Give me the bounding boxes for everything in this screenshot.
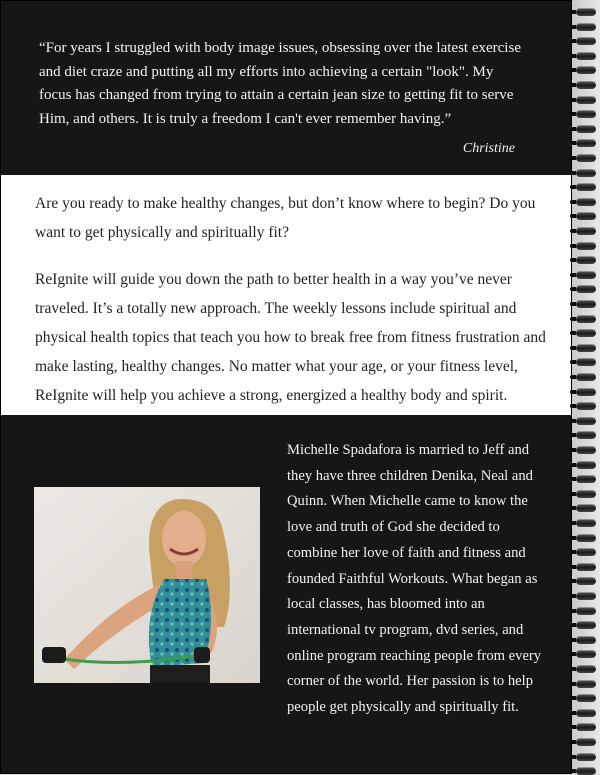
binding-coil bbox=[576, 23, 596, 31]
author-bio-text bbox=[287, 438, 567, 721]
text-line: ReIgnite will help you achieve a strong, energized a healthy body and spirit. bbox=[35, 387, 508, 404]
bio-line: founded Faithful Workouts. What began as bbox=[287, 570, 538, 587]
bio-line: they have three children Denika, Neal and bbox=[287, 467, 533, 484]
bio-line: people get physically and spiritually fit. bbox=[287, 699, 519, 716]
text-line: physical health topics that teach you how to break free from fitness frustration and bbox=[35, 329, 546, 346]
quote-line: “For years I struggled with body image issues, obsessing over the latest exercise bbox=[39, 40, 521, 56]
testimonial-quote bbox=[39, 37, 551, 131]
binding-coil bbox=[576, 271, 596, 279]
testimonial-section bbox=[1, 1, 571, 175]
binding-coil bbox=[576, 285, 596, 293]
binding-coil bbox=[576, 431, 596, 439]
binding-coil bbox=[576, 753, 596, 761]
binding-coil bbox=[576, 636, 596, 644]
author-bio-section bbox=[1, 415, 571, 775]
binding-coil bbox=[576, 534, 596, 542]
binding-coil bbox=[576, 198, 596, 206]
binding-coil bbox=[576, 242, 596, 250]
binding-coil bbox=[576, 475, 596, 483]
spiral-binding-coil-icon bbox=[572, 0, 600, 774]
bio-line: love and truth of God she decided to bbox=[287, 519, 500, 536]
binding-coil bbox=[576, 607, 596, 615]
intro-paragraph-question bbox=[35, 189, 555, 247]
binding-coil bbox=[576, 680, 596, 688]
binding-coil bbox=[576, 66, 596, 74]
binding-coil bbox=[576, 37, 596, 45]
binding-coil bbox=[576, 592, 596, 600]
text-line: want to get physically and spiritually fit? bbox=[35, 224, 289, 241]
binding-coil bbox=[576, 300, 596, 308]
binding-coil bbox=[576, 504, 596, 512]
binding-coil bbox=[576, 665, 596, 673]
intro-section bbox=[1, 175, 571, 415]
quote-line: focus has changed from trying to attain a certain jean size to getting fit to serve bbox=[39, 87, 514, 103]
text-line: Are you ready to make healthy changes, but don’t know where to begin? Do you bbox=[35, 195, 536, 212]
bio-line: Quinn. When Michelle came to know the bbox=[287, 493, 528, 510]
bio-line: local classes, has bloomed into an bbox=[287, 596, 485, 613]
author-photo bbox=[34, 487, 260, 683]
bio-line: Michelle Spadafora is married to Jeff and bbox=[287, 442, 530, 458]
binding-coil bbox=[576, 446, 596, 454]
quote-line: and diet craze and putting all my efforts into achieving a certain "look". My bbox=[39, 63, 494, 80]
quote-line: Him, and others. It is truly a freedom I can't ever remember having.” bbox=[39, 110, 452, 127]
binding-coil bbox=[576, 227, 596, 235]
text-line: make lasting, healthy changes. No matter what your age, or your fitness level, bbox=[35, 358, 518, 375]
binding-coil bbox=[576, 650, 596, 658]
binding-coil bbox=[576, 490, 596, 498]
binding-coil bbox=[576, 548, 596, 556]
binding-coil bbox=[576, 344, 596, 352]
testimonial-author: Christine bbox=[462, 141, 515, 156]
binding-coil bbox=[576, 358, 596, 366]
binding-coil bbox=[576, 256, 596, 264]
bio-line: online program reaching people from every bbox=[287, 647, 542, 664]
binding-coil bbox=[576, 694, 596, 702]
text-line: ReIgnite will guide you down the path to better health in a way you’ve never bbox=[35, 271, 512, 288]
binding-coil bbox=[576, 139, 596, 147]
binding-coil bbox=[576, 81, 596, 89]
binding-coil bbox=[576, 315, 596, 323]
binding-coil bbox=[576, 738, 596, 746]
binding-coil bbox=[576, 709, 596, 717]
binding-coil bbox=[576, 96, 596, 104]
binding-coil bbox=[576, 183, 596, 191]
binding-coil bbox=[576, 461, 596, 469]
binding-coil bbox=[576, 373, 596, 381]
binding-coil bbox=[576, 154, 596, 162]
binding-coil bbox=[576, 519, 596, 527]
intro-paragraph-description bbox=[35, 265, 555, 410]
binding-coil bbox=[576, 52, 596, 60]
text-line: traveled. It’s a totally new approach. The weekly lessons include spiritual and bbox=[35, 300, 517, 317]
bio-line: corner of the world. Her passion is to help bbox=[287, 673, 534, 690]
binding-coil bbox=[576, 212, 596, 220]
binding-coil bbox=[576, 577, 596, 585]
bio-line: combine her love of faith and fitness and bbox=[287, 544, 526, 561]
binding-coil bbox=[576, 621, 596, 629]
bio-line: international tv program, dvd series, and bbox=[287, 621, 524, 638]
binding-coil bbox=[576, 723, 596, 731]
binding-coil bbox=[576, 329, 596, 337]
woman-with-resistance-band-photo-icon bbox=[34, 487, 260, 683]
binding-coil bbox=[576, 125, 596, 133]
binding-coil bbox=[576, 402, 596, 410]
binding-coil bbox=[576, 169, 596, 177]
binding-coil bbox=[576, 388, 596, 396]
binding-coil bbox=[576, 110, 596, 118]
binding-coil bbox=[576, 8, 596, 16]
binding-coil bbox=[576, 563, 596, 571]
binding-coil bbox=[576, 417, 596, 425]
